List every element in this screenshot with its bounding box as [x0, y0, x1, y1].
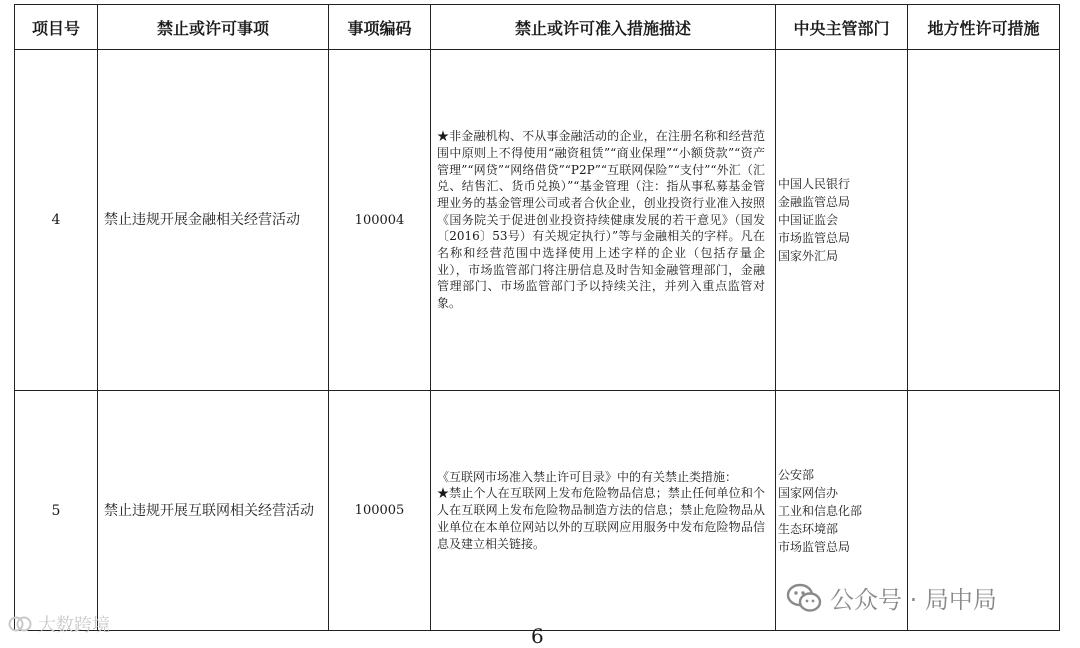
- row-description-cell: [431, 391, 776, 631]
- department-item: 市场监管总局: [778, 231, 851, 245]
- department-item: 国家网信办: [778, 485, 839, 500]
- header-local-measures: 地方性许可措施: [908, 5, 1060, 50]
- header-item-name: 禁止或许可事项: [98, 5, 329, 50]
- row-item-name: 禁止违规开展互联网相关经营活动: [98, 391, 329, 631]
- brand-logo-icon: [8, 615, 32, 633]
- row-description: 《互联网市场准入禁止许可目录》中的有关禁止类措施： ★禁止个人在互联网上发布危险物品信息；禁止任何单位和个人在互联网上发布危险物品制造方法的信息；禁止危险物品从业单位在本单位网站以外的互联网应用服务中发布危险物品信息及建立相关链接。: [437, 469, 765, 551]
- regulation-table: [14, 4, 1060, 631]
- row-description: ★非金融机构、不从事金融活动的企业，在注册名称和经营范围中原则上不得使用“融资租赁”“商业保理”“小额贷款”“资产管理”“网贷”“网络借贷”“P2P”“互联网保险”“支付”“外汇（汇兑、结售汇、货币兑换）”“基金管理（注：指从事私募基金管理业务的基金管理公司或者合伙企业，创业投资行业准入按照《国务院关于促进创业投资持续健康发展的若干意见》（国发〔2016〕53号）有关规定执行）”等与金融相关的字样。凡在名称和经营范围中选择使用上述字样的企业（包括存量企业），市场监管部门将注册信息及时告知金融管理部门，金融管理部门、市场监管部门予以持续关注，并列入重点监管对象。: [437, 129, 765, 311]
- table-header-row: [15, 5, 1060, 50]
- department-item: 公安部: [778, 467, 815, 482]
- header-description: 禁止或许可准入措施描述: [431, 5, 776, 50]
- header-item-code: 事项编码: [329, 5, 431, 50]
- brand-watermark: [8, 611, 110, 637]
- row-local-measures: [908, 50, 1060, 391]
- wechat-watermark: [786, 580, 997, 615]
- department-item: 市场监管总局: [778, 539, 851, 554]
- department-item: 中国证监会: [778, 213, 839, 227]
- department-item: 金融监管总局: [778, 195, 851, 209]
- department-list: [776, 466, 907, 556]
- row-departments-cell: [776, 50, 908, 391]
- header-item-number: 项目号: [15, 5, 98, 50]
- wechat-watermark-text: 公众号 · 局中局: [830, 586, 997, 614]
- row-number: 4: [15, 50, 98, 391]
- table-row: [15, 50, 1060, 391]
- department-item: 工业和信息化部: [778, 503, 863, 518]
- row-number: 5: [15, 391, 98, 631]
- row-item-name: 禁止违规开展金融相关经营活动: [98, 50, 329, 391]
- row-item-code: 100005: [329, 391, 431, 631]
- header-central-department: 中央主管部门: [776, 5, 908, 50]
- brand-watermark-text: 大数跨境: [38, 615, 110, 636]
- row-description-cell: [431, 50, 776, 391]
- department-item: 中国人民银行: [778, 177, 851, 191]
- department-item: 生态环境部: [778, 521, 839, 536]
- wechat-icon: [786, 583, 822, 613]
- page-number: 6: [531, 624, 544, 648]
- department-item: 国家外汇局: [778, 249, 839, 263]
- row-item-code: 100004: [329, 50, 431, 391]
- department-list: [776, 175, 907, 265]
